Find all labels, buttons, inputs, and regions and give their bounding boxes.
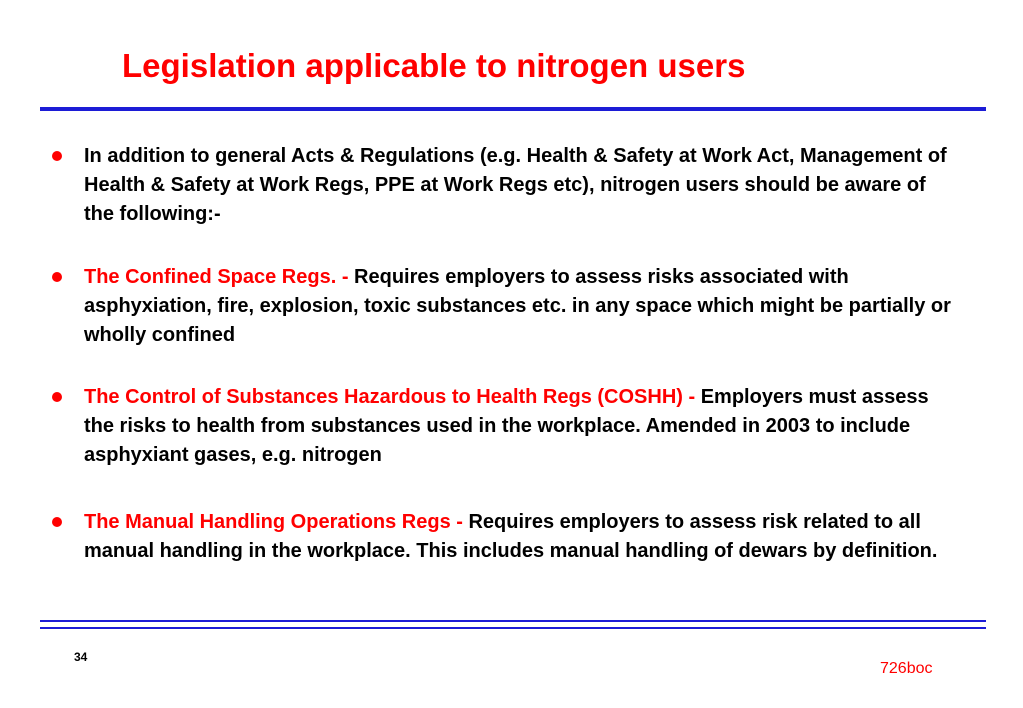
bullet-body: In addition to general Acts & Regulations (e.g. Health & Safety at Work Act, Management of Health & Safety at Work Regs, PPE at Work Regs etc), nitrogen users should be aware of the following:- bbox=[84, 145, 947, 225]
bullet-text bbox=[84, 383, 959, 470]
bullet-text bbox=[84, 263, 959, 350]
bullet-lead: The Control of Substances Hazardous to Health Regs (COSHH) - bbox=[84, 386, 701, 408]
bullet-dot-icon bbox=[52, 392, 62, 402]
bullet-item bbox=[52, 383, 952, 470]
bullet-item bbox=[52, 142, 952, 229]
reference-code: 726boc bbox=[880, 660, 933, 677]
slide-title: Legislation applicable to nitrogen users bbox=[122, 47, 746, 84]
bullet-item bbox=[52, 508, 952, 566]
bullet-lead: The Confined Space Regs. - bbox=[84, 266, 355, 288]
bullet-body: Employers must assess the risks to health from substances used in the workplace. Amended in 2003 to include asphyxiant gases, e.g. nitrogen bbox=[84, 386, 929, 466]
bullet-item bbox=[52, 263, 952, 350]
bullet-dot-icon bbox=[52, 272, 62, 282]
title-divider bbox=[40, 107, 986, 111]
footer-divider bbox=[40, 620, 986, 622]
bullet-dot-icon bbox=[52, 517, 62, 527]
bullet-lead: The Manual Handling Operations Regs - bbox=[84, 511, 469, 533]
bullet-dot-icon bbox=[52, 151, 62, 161]
bullet-text bbox=[84, 142, 959, 229]
footer-divider bbox=[40, 627, 986, 629]
bullet-text bbox=[84, 508, 959, 566]
page-number: 34 bbox=[74, 650, 88, 664]
bullet-body: Requires employers to assess risk related to all manual handling in the workplace. This includes manual handling of dewars by definition. bbox=[84, 511, 938, 562]
bullet-body: Requires employers to assess risks associated with asphyxiation, fire, explosion, toxic substances etc. in any space which might be partially or wholly confined bbox=[84, 266, 951, 346]
